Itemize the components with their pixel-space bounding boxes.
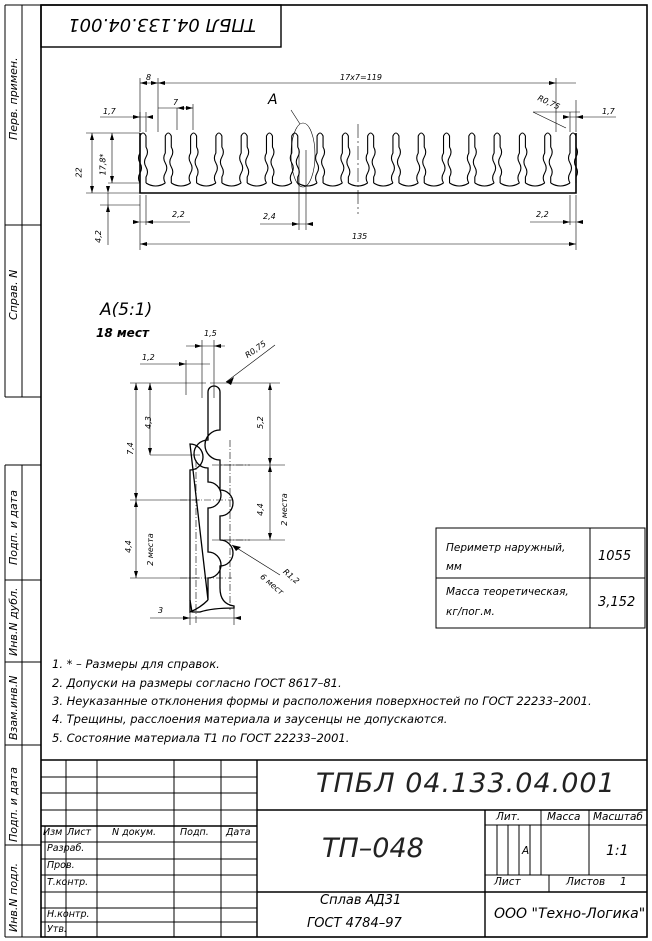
- tb-lit-header: Лит.: [496, 811, 521, 823]
- tb-row-razrab: Разраб.: [47, 843, 85, 854]
- detail-dim-7-4: 7,4: [125, 442, 135, 455]
- profile-fin: [316, 133, 325, 183]
- tb-massa-header: Масса: [547, 811, 581, 823]
- tb-masshtab-header: Масштаб: [593, 811, 643, 823]
- arrowheads: [90, 81, 583, 246]
- profile-fin: [518, 133, 527, 183]
- tb-col-list: Лист: [67, 827, 92, 838]
- dim-135: 135: [352, 232, 368, 241]
- detail-dim-4-4-left: 4,4: [123, 540, 133, 553]
- tb-row-utv: Утв.: [47, 924, 67, 935]
- detail-subtitle: 18 мест: [96, 326, 149, 340]
- title-designation: ТПБЛ 04.133.04.001: [316, 768, 616, 799]
- dim-8: 8: [146, 73, 152, 82]
- tb-list-label: Лист: [494, 876, 521, 888]
- side-label-podp-data-2: Подп. и дата: [7, 767, 20, 842]
- detail-dim-r0-75: R0,75: [243, 339, 268, 360]
- dim-1-7-left: 1,7: [103, 107, 116, 116]
- side-label-inv-dubl: Инв.N дубл.: [7, 587, 20, 656]
- dim-7: 7: [173, 98, 179, 107]
- detail-places-6: 6 мест: [258, 572, 286, 597]
- profile-groove: [399, 183, 418, 186]
- detail-dim-1-2: 1,2: [142, 353, 155, 362]
- detail-places-2-right: 2 места: [279, 493, 289, 526]
- tb-row-nkontr: Н.контр.: [47, 909, 90, 920]
- side-label-perv-primen: Перв. примен.: [7, 57, 20, 140]
- dim-22: 22: [74, 167, 84, 178]
- profile-groove: [247, 183, 266, 186]
- tb-listov-label: Листов: [566, 876, 606, 888]
- detail-dim-1-5: 1,5: [204, 329, 217, 338]
- tb-lit-value: А: [522, 845, 530, 857]
- profile-groove: [374, 183, 393, 186]
- profile-groove: [525, 183, 544, 186]
- profile-fin: [265, 133, 274, 183]
- profile-fin: [189, 133, 198, 183]
- profile-fin: [467, 133, 476, 183]
- prop-mass-label-2: кг/пог.м.: [446, 606, 495, 618]
- title-material-1: Сплав АД31: [320, 893, 402, 908]
- note-3: 3. Неуказанные отклонения формы и расположения поверхностей по ГОСТ 22233–2001.: [52, 694, 592, 708]
- profile-groove: [475, 183, 494, 186]
- top-stamp: ТПБЛ 04.133.04.001: [68, 14, 256, 35]
- profile-groove: [500, 183, 519, 186]
- prop-perimeter-label-2: мм: [446, 561, 462, 573]
- dim-2-2-left: 2,2: [172, 210, 185, 219]
- side-label-podp-data-1: Подп. и дата: [7, 490, 20, 565]
- tb-row-tkontr: Т.контр.: [47, 877, 89, 888]
- profile-groove: [197, 183, 216, 186]
- prop-perimeter-value: 1055: [598, 549, 632, 564]
- dim-17-8: 17,8*: [98, 153, 108, 176]
- dim-2-2-right: 2,2: [536, 210, 549, 219]
- tb-listov-value: 1: [620, 876, 627, 888]
- profile-groove: [171, 183, 190, 186]
- profile-fin: [366, 133, 375, 183]
- detail-dim-4-4-right: 4,4: [255, 503, 265, 516]
- profile-fin: [543, 133, 552, 183]
- side-label-sprav-n: Справ. N: [7, 269, 20, 320]
- profile-groove: [222, 183, 241, 186]
- prop-perimeter-label-1: Периметр наружный,: [446, 542, 566, 554]
- detail-places-2-left: 2 места: [145, 533, 155, 566]
- profile-groove: [272, 183, 291, 186]
- profile-fin: [417, 133, 426, 183]
- profile-groove: [450, 183, 469, 186]
- detail-dim-3: 3: [158, 606, 164, 615]
- note-2: 2. Допуски на размеры согласно ГОСТ 8617–81.: [52, 676, 342, 690]
- side-label-vzam-inv: Взам.инв.N: [7, 675, 20, 740]
- profile-fin: [290, 133, 299, 183]
- profile-groove: [424, 183, 443, 186]
- tb-col-podp: Подп.: [180, 827, 209, 838]
- title-name: ТП–048: [322, 833, 424, 864]
- tb-row-prov: Пров.: [47, 860, 75, 871]
- title-material-2: ГОСТ 4784–97: [307, 916, 402, 931]
- profile-fin: [164, 133, 173, 183]
- tb-col-data: Дата: [226, 827, 251, 838]
- detail-callout-a: A: [268, 92, 278, 108]
- note-1: 1. * – Размеры для справок.: [52, 657, 220, 671]
- title-company: ООО "Техно-Логика": [494, 906, 646, 922]
- profile-fin: [240, 133, 249, 183]
- profile-fin: [214, 133, 223, 183]
- dim-4-2: 4,2: [93, 230, 103, 243]
- dim-2-4: 2,4: [263, 212, 276, 221]
- profile-fin: [493, 133, 502, 183]
- tb-col-izm: Изм: [43, 827, 63, 838]
- detail-title: A(5:1): [100, 300, 153, 320]
- profile-fin: [391, 133, 400, 183]
- profile-groove: [551, 183, 570, 186]
- tb-col-dokum: N докум.: [112, 827, 157, 838]
- side-label-inv-podl: Инв.N подл.: [7, 862, 20, 932]
- detail-dim-4-3: 4,3: [143, 416, 153, 429]
- dim-r0-75: R0,75: [536, 93, 562, 112]
- note-5: 5. Состояние материала Т1 по ГОСТ 22233–2001.: [52, 731, 350, 745]
- detail-dim-r1-2: R1,2: [281, 567, 302, 586]
- dim-17x7: 17x7=119: [340, 73, 382, 82]
- profile-fin: [341, 133, 350, 183]
- profile-groove: [146, 183, 165, 186]
- dim-1-7-right: 1,7: [602, 107, 615, 116]
- prop-mass-label-1: Масса теоретическая,: [446, 586, 569, 598]
- tb-scale-value: 1:1: [606, 843, 629, 859]
- profile-groove: [323, 183, 342, 186]
- profile-fin: [442, 133, 451, 183]
- note-4: 4. Трещины, расслоения материала и заусенцы не допускаются.: [52, 712, 448, 726]
- prop-mass-value: 3,152: [598, 595, 636, 610]
- detail-dim-5-2: 5,2: [255, 416, 265, 429]
